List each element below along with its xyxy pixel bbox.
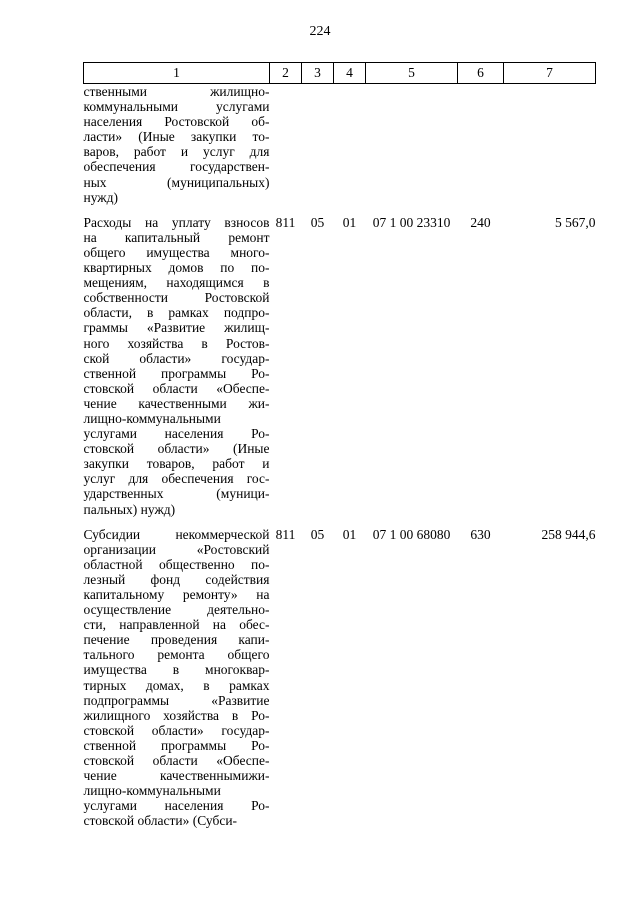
page-number: 224 <box>309 24 331 39</box>
description-line: обеспечения государствен- <box>83 159 270 175</box>
ved-cell: 811 <box>275 526 296 542</box>
description-line: лищно-коммунальными <box>83 783 221 799</box>
description-cell <box>84 527 270 829</box>
table-row <box>84 84 596 205</box>
section-cell <box>302 84 334 205</box>
header-row <box>84 63 596 84</box>
target-article-cell <box>366 84 458 205</box>
ved-cell <box>270 84 302 205</box>
description-line: стовской области «Обеспе- <box>83 380 270 396</box>
amount-cell: 258 944,6 <box>541 526 596 542</box>
description-line: сти, направленной на обес- <box>83 617 270 633</box>
description-line: стовской области» (Субси- <box>83 813 238 829</box>
description-line: ской области» государ- <box>83 350 270 366</box>
description-line: тирных домах, в рамках <box>83 677 270 693</box>
description-line: осуществление деятельно- <box>83 602 270 618</box>
description-line: ласти» (Иные закупки то- <box>83 129 270 145</box>
amount-cell: 5 567,0 <box>555 214 596 230</box>
description-line: Субсидии некоммерческой <box>83 526 270 542</box>
section-cell: 05 <box>310 526 325 542</box>
target-article-cell: 07 1 00 68080 <box>372 526 451 542</box>
column-header-1: 1 <box>84 63 270 84</box>
subsection-cell: 01 <box>342 526 357 542</box>
target-article-cell: 07 1 00 23310 <box>372 214 451 230</box>
description-line: жилищного хозяйства в Ро- <box>83 707 270 723</box>
column-header-6: 6 <box>458 63 504 84</box>
expense-type-cell <box>458 84 504 205</box>
description-line: области, в рамках подпро- <box>83 305 270 321</box>
description-line: имущества в многоквар- <box>83 662 270 678</box>
description-line: варов, работ и услуг для <box>83 144 270 160</box>
description-line: закупки товаров, работ и <box>83 456 270 472</box>
section-cell: 05 <box>310 214 325 230</box>
description-line: на капитальный ремонт <box>83 229 270 245</box>
table-row <box>84 215 596 517</box>
table-row <box>84 527 596 829</box>
description-line: организации «Ростовский <box>83 541 270 557</box>
description-line: стовской области» (Иные <box>83 441 270 457</box>
description-line: ственной программы Ро- <box>83 365 270 381</box>
column-header-2: 2 <box>270 63 302 84</box>
column-header-3: 3 <box>302 63 334 84</box>
description-line: услугами населения Ро- <box>83 426 270 442</box>
description-line: услугами населения Ро- <box>83 798 270 814</box>
description-line: лезный фонд содействия <box>83 571 270 587</box>
subsection-cell <box>334 84 366 205</box>
expense-type-cell: 630 <box>470 526 491 542</box>
description-line: мещениям, находящимся в <box>83 275 270 291</box>
row-spacer <box>84 517 596 527</box>
description-line: капитальному ремонту» на <box>83 587 270 602</box>
column-header-7: 7 <box>504 63 596 84</box>
description-line: услуг для обеспечения гос- <box>83 471 270 487</box>
ved-cell: 811 <box>275 214 296 230</box>
description-line: подпрограммы «Развитие <box>83 692 270 708</box>
description-line: печение проведения капи- <box>83 632 270 648</box>
description-line: нужд) <box>83 189 118 205</box>
row-spacer <box>84 205 596 215</box>
description-line: тального ремонта общего <box>83 647 270 663</box>
description-line: граммы «Развитие жилищ- <box>83 320 270 336</box>
description-line: общего имущества много- <box>83 244 270 260</box>
description-line: областной общественно по- <box>83 556 270 572</box>
column-header-4: 4 <box>334 63 366 84</box>
description-line: чение качественнымижи- <box>83 768 270 784</box>
table-body <box>84 84 596 829</box>
description-line: квартирных домов по по- <box>83 260 270 276</box>
description-line: ного хозяйства в Ростов- <box>83 335 270 351</box>
budget-table <box>83 62 596 829</box>
column-header-5: 5 <box>366 63 458 84</box>
description-line: чение качественными жи- <box>83 395 270 411</box>
description-line: стовской области «Обеспе- <box>83 753 270 769</box>
expense-type-cell: 240 <box>470 214 491 230</box>
amount-cell <box>504 84 596 205</box>
description-cell <box>84 215 270 517</box>
description-line: ударственных (муници- <box>83 486 270 502</box>
description-cell <box>84 84 270 205</box>
description-line: стовской области» государ- <box>83 722 270 738</box>
subsection-cell: 01 <box>342 214 357 230</box>
description-line: ных (муниципальных) <box>83 174 270 190</box>
description-line: пальных) нужд) <box>83 501 176 517</box>
description-line: лищно-коммунальными <box>83 410 221 426</box>
description-line: ственной программы Ро- <box>83 737 270 753</box>
description-line: Расходы на уплату взносов <box>83 214 270 230</box>
description-line: населения Ростовской об- <box>83 114 270 130</box>
description-line: ственными жилищно- <box>83 84 270 99</box>
description-line: коммунальными услугами <box>83 99 270 115</box>
description-line: собственности Ростовской <box>83 290 270 306</box>
